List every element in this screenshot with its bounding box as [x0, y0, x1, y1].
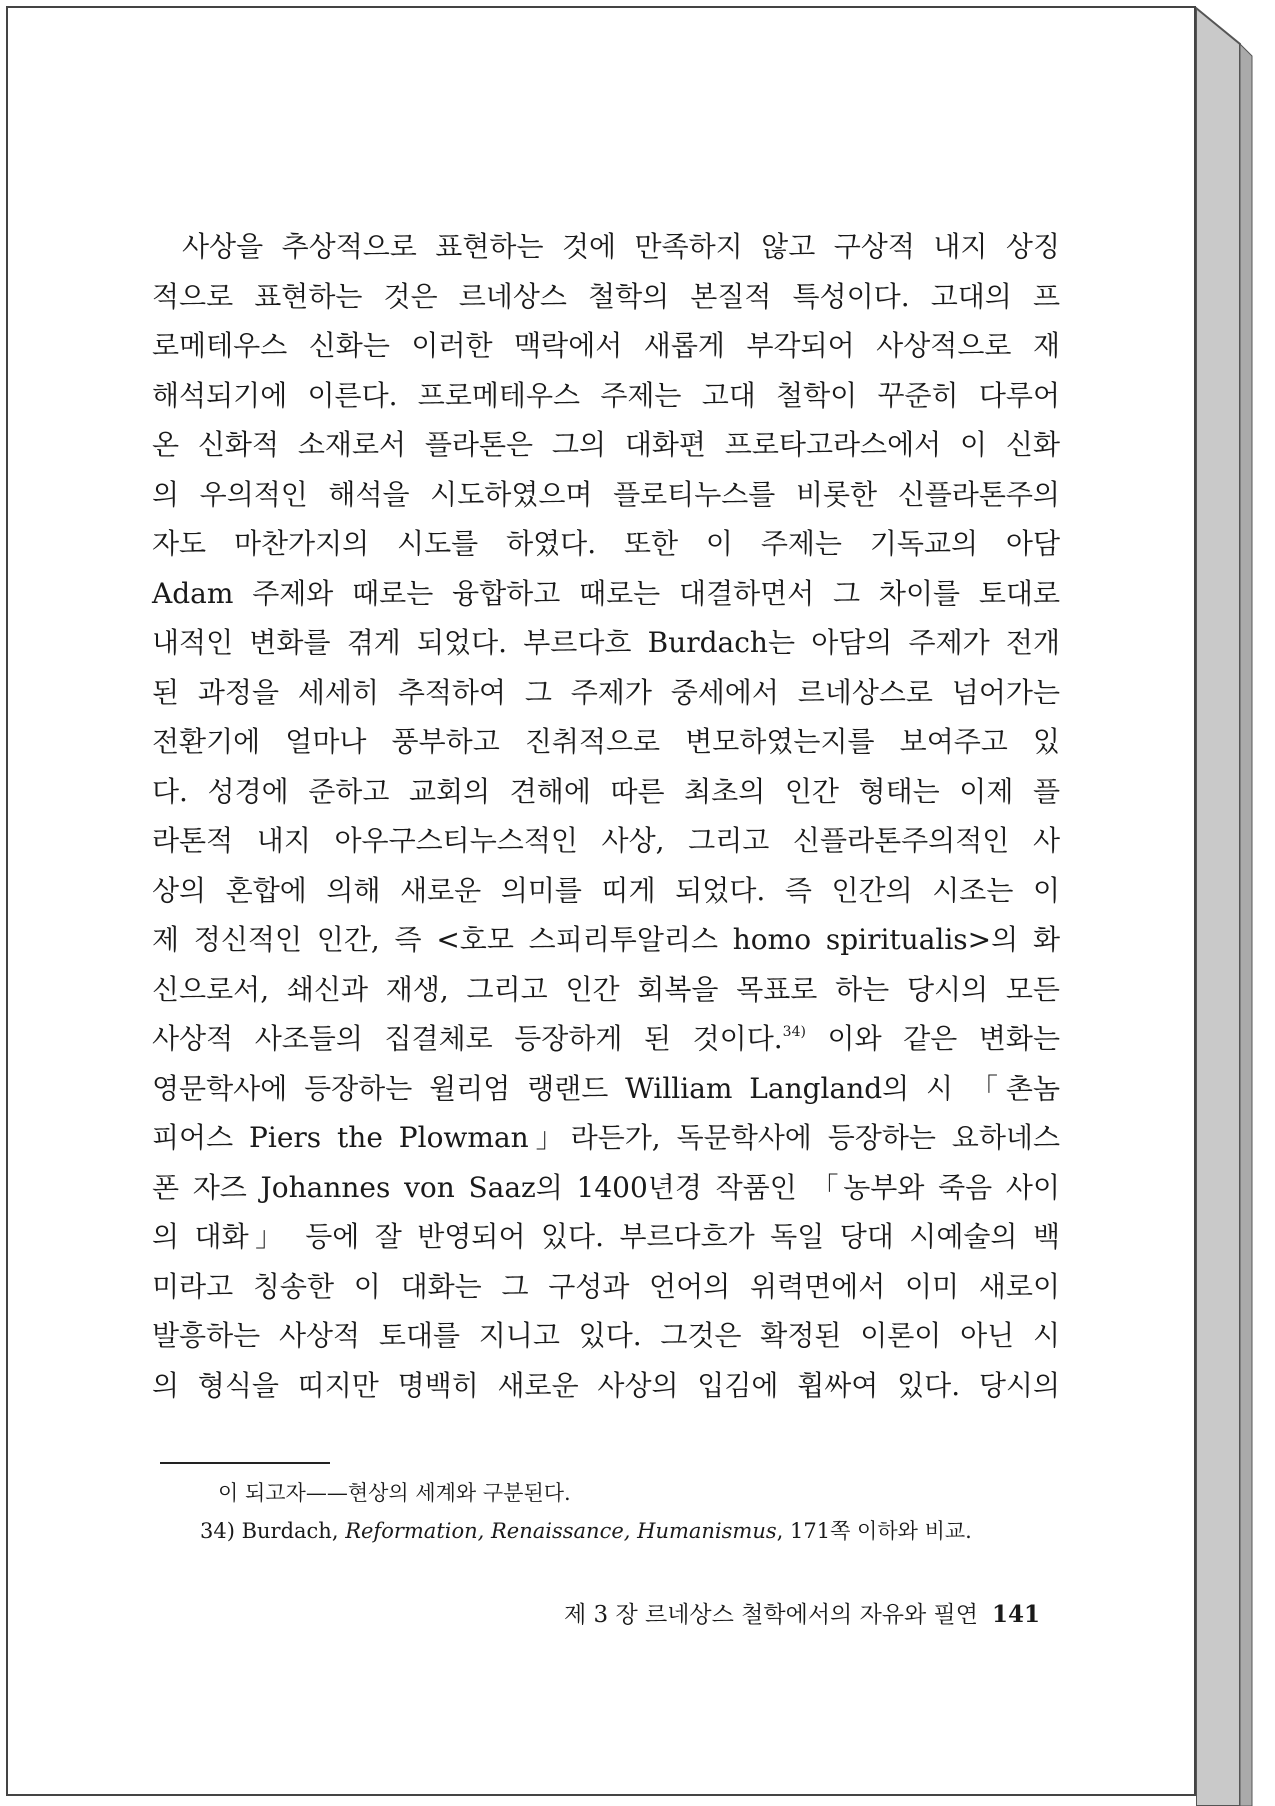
text-line: 의 형식을 띠지만 명백히 새로운 사상의 입김에 휩싸여 있다. 당시의 [152, 1368, 1060, 1402]
footnote-continued: 이 되고자——현상의 세계와 구분된다. [218, 1481, 571, 1505]
text-line: Adam 주제와 때로는 융합하고 때로는 대결하면서 그 차이를 토대로 [152, 576, 1060, 610]
text-line: 미라고 칭송한 이 대화는 그 구성과 언어의 위력면에서 이미 새로이 [152, 1269, 1060, 1303]
text-line: 자도 마찬가지의 시도를 하였다. 또한 이 주제는 기독교의 아담 [152, 527, 1060, 560]
footnote-34 [200, 1512, 1050, 1550]
text-line: 피어스 Piers the Plowman」라든가, 독문학사에 등장하는 요하네스 [152, 1121, 1060, 1154]
text-line: 의 대화」 등에 잘 반영되어 있다. 부르다흐가 독일 당대 시예술의 백 [152, 1220, 1060, 1253]
text-line: 상의 혼합에 의해 새로운 의미를 띠게 되었다. 즉 인간의 시조는 이 [152, 873, 1060, 907]
text-segment: 사상적 사조들의 집결체로 등장하게 된 것이다. [152, 1022, 783, 1055]
text-line: 제 정신적인 인간, 즉 <호모 스피리투알리스 homo spiritualis>의 화 [152, 923, 1060, 956]
text-line: 내적인 변화를 겪게 되었다. 부르다흐 Burdach는 아담의 주제가 전개 [152, 626, 1060, 659]
book-page-edge [1196, 0, 1260, 1806]
text-line: 라톤적 내지 아우구스티누스적인 사상, 그리고 신플라톤주의적인 사 [152, 824, 1060, 857]
text-segment: 이와 같은 변화는 [827, 1022, 1061, 1055]
text-line: 발흥하는 사상적 토대를 지니고 있다. 그것은 확정된 이론이 아닌 시 [152, 1319, 1060, 1352]
running-footer [520, 1596, 1040, 1629]
page-number: 141 [991, 1601, 1040, 1628]
text-line: 전환기에 얼마나 풍부하고 진취적으로 변모하였는지를 보여주고 있 [152, 725, 1060, 758]
text-line: 온 신화적 소재로서 플라톤은 그의 대화편 프로타고라스에서 이 신화 [152, 428, 1060, 461]
text-line: 로메테우스 신화는 이러한 맥락에서 새롭게 부각되어 사상적으로 재 [152, 329, 1060, 362]
footnote-34-suffix: , 171쪽 이하와 비교. [776, 1519, 972, 1543]
footnote-34-title: Reformation, Renaissance, Humanismus [345, 1519, 777, 1543]
footnote-divider [160, 1462, 330, 1464]
text-line: 된 과정을 세세히 추적하여 그 주제가 중세에서 르네상스로 넘어가는 [152, 675, 1060, 709]
text-line: 영문학사에 등장하는 윌리엄 랭랜드 William Langland의 시 「촌놈 [152, 1071, 1060, 1105]
text-line: 해석되기에 이른다. 프로메테우스 주제는 고대 철학이 꾸준히 다루어 [152, 378, 1060, 412]
footnote-34-prefix: 34) Burdach, [200, 1519, 346, 1543]
text-line: 폰 자즈 Johannes von Saaz의 1400년경 작품인 「농부와 죽음 사이 [152, 1170, 1060, 1204]
text-line: 다. 성경에 준하고 교회의 견해에 따른 최초의 인간 형태는 이제 플 [152, 774, 1060, 808]
text-line: 적으로 표현하는 것은 르네상스 철학의 본질적 특성이다. 고대의 프 [152, 279, 1060, 313]
footnotes [200, 1474, 1050, 1550]
text-line: 의 우의적인 해석을 시도하였으며 플로티누스를 비롯한 신플라톤주의 [152, 477, 1060, 511]
main-text [152, 222, 1060, 1410]
chapter-title: 제 3 장 르네상스 철학에서의 자유와 필연 [563, 1602, 978, 1628]
text-line: 사상을 추상적으로 표현하는 것에 만족하지 않고 구상적 내지 상징 [182, 230, 1060, 263]
text-line: 신으로서, 쇄신과 재생, 그리고 인간 회복을 목표로 하는 당시의 모든 [152, 972, 1060, 1006]
footnote-reference: 34) [782, 1024, 806, 1040]
text-line-with-footnote [152, 1014, 1060, 1064]
